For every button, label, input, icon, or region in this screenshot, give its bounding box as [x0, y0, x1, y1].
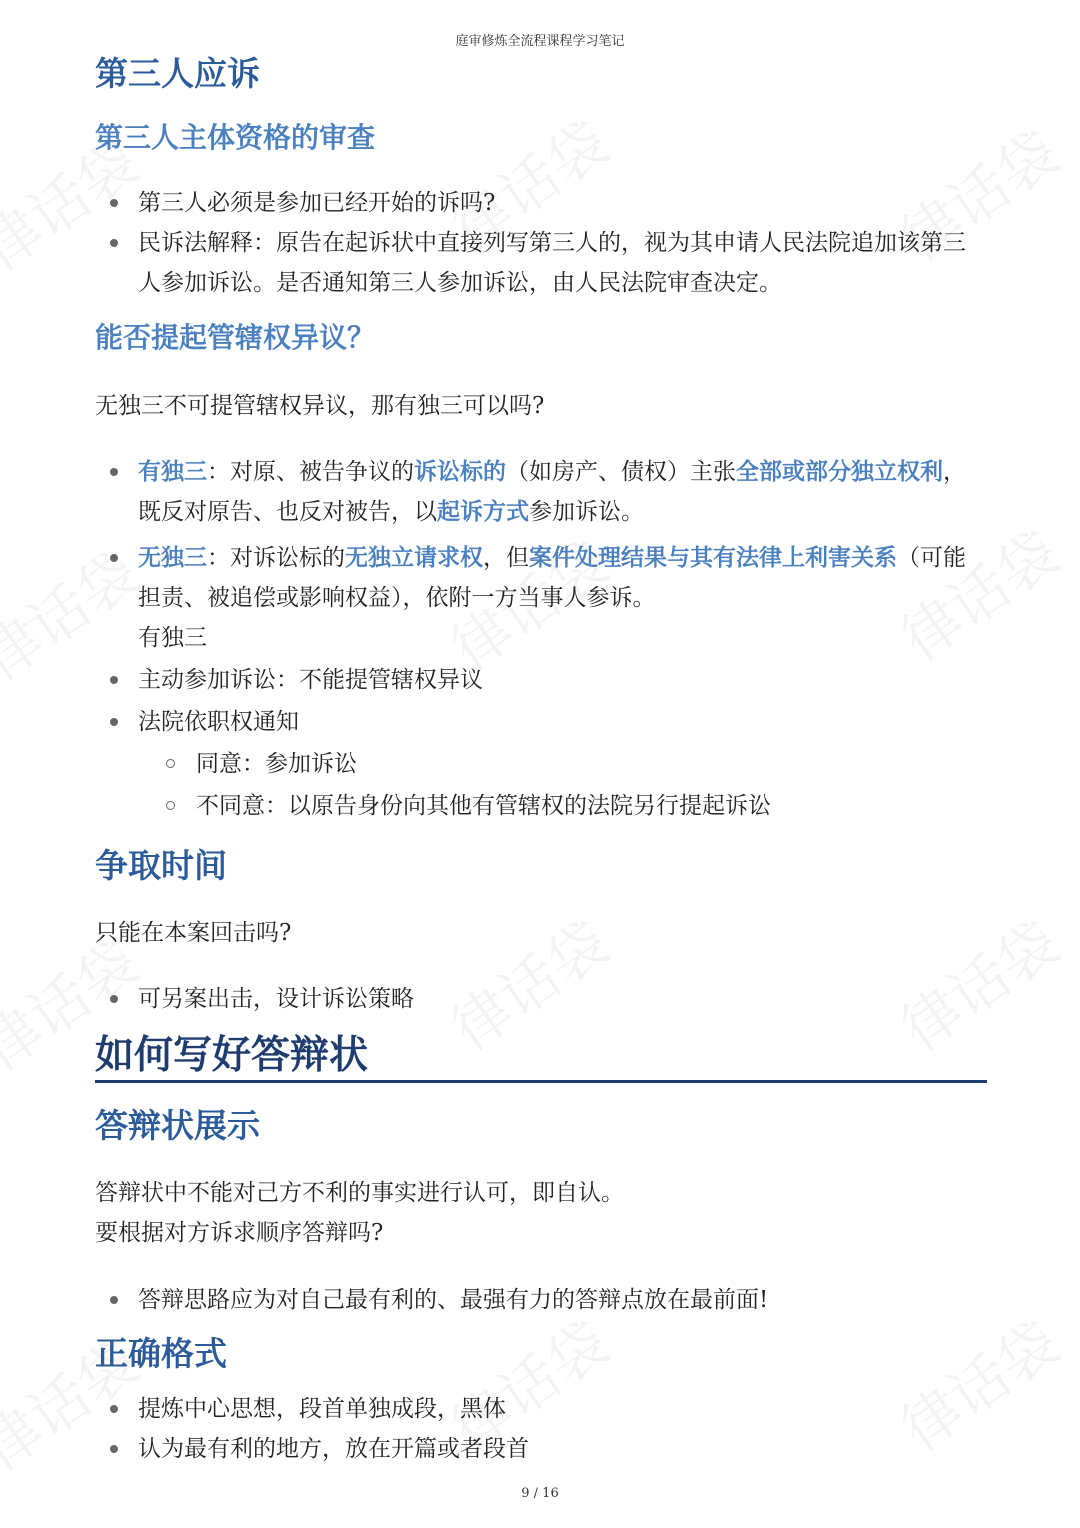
subsection-title-format: 正确格式 — [95, 1334, 227, 1373]
jurisdiction-list — [95, 452, 985, 826]
list-item-independent-third-party: 有独三：对原、被告争议的诉讼标的（如房产、债权）主张全部或部分独立权利，既反对原告、也反对被告，以起诉方式参加诉讼。 — [95, 452, 985, 532]
list-item: 法院依职权通知 — [95, 702, 985, 742]
display-line-2: 要根据对方诉求顺序答辩吗? — [95, 1220, 384, 1246]
list-item-continuation: 有独三 — [138, 625, 207, 651]
list-item: 第三人必须是参加已经开始的诉吗? — [95, 183, 985, 223]
subsection-title-jurisdiction: 能否提起管辖权异议？ — [95, 321, 376, 354]
subsection-title-qualification: 第三人主体资格的审查 — [95, 121, 376, 154]
term-dependent: 无独三 — [138, 544, 207, 571]
display-list — [95, 1280, 985, 1320]
list-item: 提炼中心思想，段首单独成段，黑体 — [95, 1389, 985, 1429]
sub-list-item: 不同意：以原告身份向其他有管辖权的法院另行提起诉讼 — [95, 786, 985, 826]
qualification-list — [95, 183, 985, 303]
term-independent: 有独三 — [138, 458, 207, 485]
subsection-title-time: 争取时间 — [95, 846, 227, 885]
display-line-1: 答辩状中不能对己方不利的事实进行认可，即自认。 — [95, 1180, 624, 1206]
list-item: 主动参加诉讼：不能提管辖权异议 — [95, 660, 985, 700]
format-list — [95, 1389, 985, 1469]
list-item: 民诉法解释：原告在起诉状中直接列写第三人的，视为其申请人民法院追加该第三人参加诉讼。是否通知第三人参加诉讼，由人民法院审查决定。 — [95, 223, 985, 303]
section-title-third-party: 第三人应诉 — [95, 54, 260, 93]
sub-list-item: 同意：参加诉讼 — [95, 744, 985, 784]
time-intro: 只能在本案回击吗? — [95, 920, 292, 946]
chapter-title-defense: 如何写好答辩状 — [95, 1030, 987, 1083]
running-header: 庭审修炼全流程课程学习笔记 — [455, 34, 625, 49]
jurisdiction-intro: 无独三不可提管辖权异议，那有独三可以吗? — [95, 393, 545, 419]
time-list — [95, 979, 985, 1019]
list-item: 认为最有利的地方，放在开篇或者段首 — [95, 1429, 985, 1469]
subsection-title-display: 答辩状展示 — [95, 1106, 260, 1145]
list-item-dependent-third-party: 无独三：对诉讼标的无独立请求权，但案件处理结果与其有法律上利害关系（可能担责、被追偿或影响权益），依附一方当事人参诉。 — [95, 538, 985, 618]
list-item: 答辩思路应为对自己最有利的、最强有力的答辩点放在最前面! — [95, 1280, 985, 1320]
page-number: 9 / 16 — [521, 1486, 559, 1501]
list-item: 可另案出击，设计诉讼策略 — [95, 979, 985, 1019]
